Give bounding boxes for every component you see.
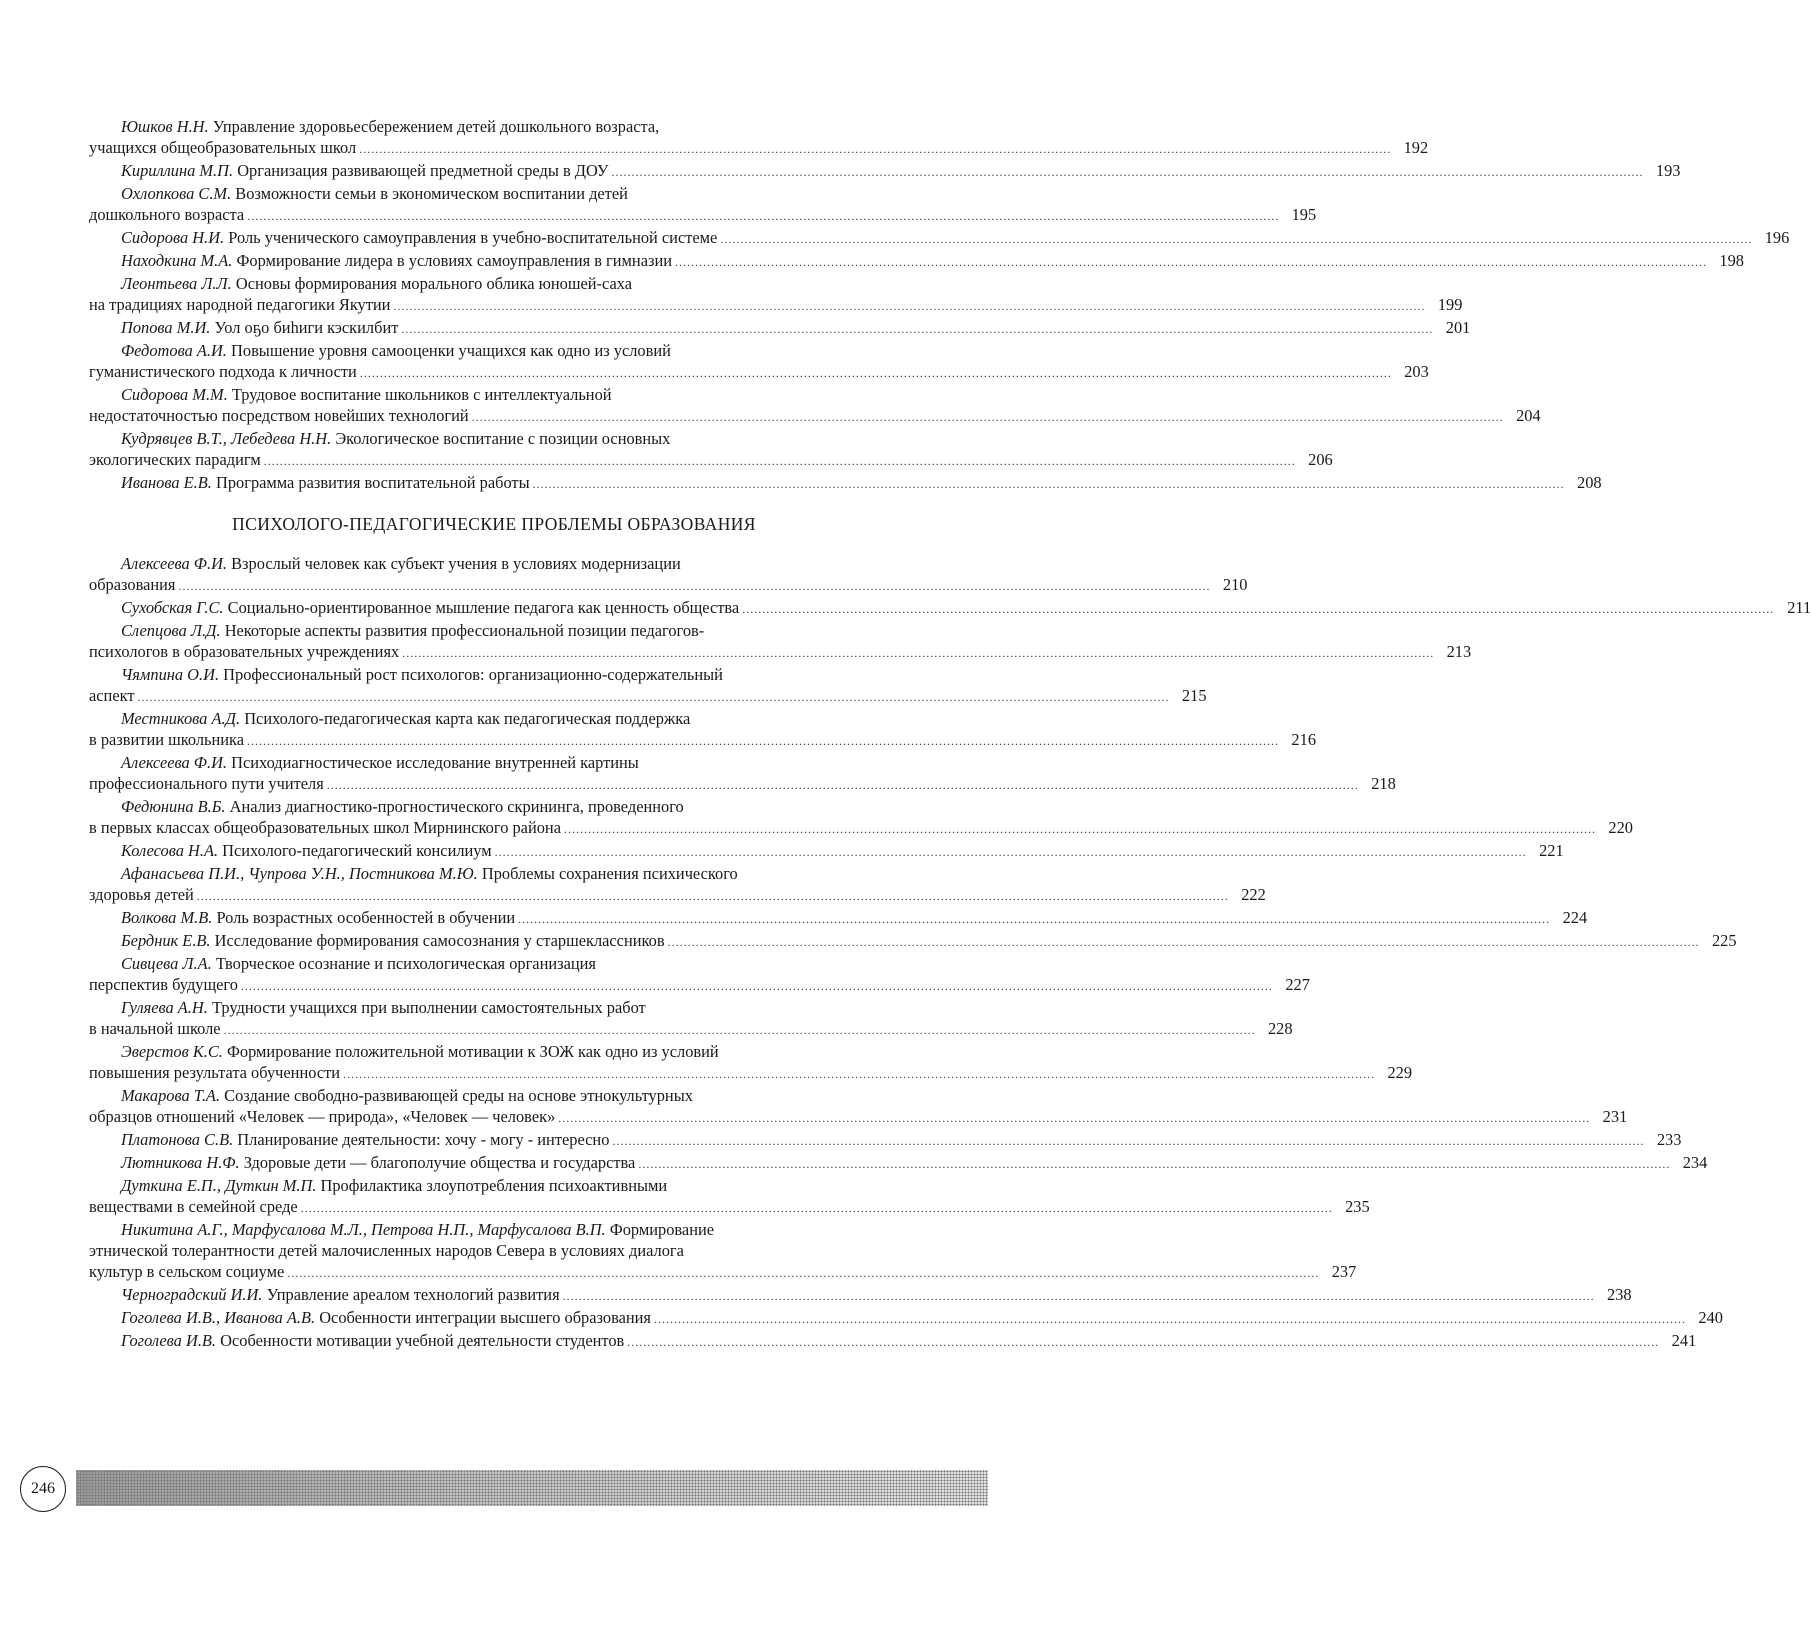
dot-leader [564, 819, 1596, 840]
dot-leader [301, 1198, 1333, 1219]
toc-entry-line [89, 204, 1317, 227]
toc-entry-author: Местникова А.Д. [121, 709, 241, 728]
toc-entry-line [89, 1240, 899, 1261]
toc-entry-line [89, 1307, 1723, 1330]
toc-entry-page: 221 [1539, 841, 1564, 860]
toc-entry-text [121, 1085, 693, 1106]
toc-entry [89, 953, 1310, 997]
toc-entry-title: Социально-ориентированное мышление педагога как ценность общества [227, 598, 740, 617]
toc-entry-title: веществами в семейной среде [89, 1197, 298, 1216]
toc-entry-title: Профессиональный рост психологов: организационно-содержательный [223, 665, 723, 684]
toc-entry [89, 708, 1317, 752]
toc-part-2 [89, 553, 1811, 1353]
toc-entry-page: 215 [1181, 686, 1207, 705]
toc-entry [89, 160, 1681, 183]
dot-leader [401, 319, 1433, 340]
toc-entry-line [89, 428, 899, 449]
toc-entry-title: профессионального пути учителя [89, 774, 324, 793]
toc-entry-text [89, 204, 244, 225]
toc-entry-author: Сивцева Л.А. [121, 954, 212, 973]
toc-entry [89, 796, 1633, 840]
toc-part-1 [89, 116, 1790, 495]
toc-entry-page: 224 [1562, 908, 1588, 927]
toc-entry-title: Формирование положительной мотивации к ЗОЖ как одно из условий [226, 1042, 719, 1061]
dot-leader [287, 1263, 1319, 1284]
toc-entry-page: 208 [1577, 473, 1602, 492]
toc-entry-page: 240 [1698, 1308, 1723, 1327]
toc-entry-text [121, 997, 646, 1018]
toc-entry-line [89, 1062, 1413, 1085]
toc-entry-text [89, 405, 469, 426]
dot-leader [675, 252, 1707, 273]
dot-leader [611, 162, 1643, 183]
toc-entry [89, 863, 1266, 907]
toc-entry-title: Повышение уровня самооценки учащихся как одно из условий [231, 341, 671, 360]
toc-entry-line [89, 227, 1790, 250]
dot-leader [518, 909, 1550, 930]
toc-entry-page: 220 [1608, 818, 1633, 837]
dot-leader [241, 976, 1273, 997]
toc-entry-text [121, 1175, 667, 1196]
toc-entry-text [121, 317, 398, 338]
toc-entry [89, 1175, 1370, 1219]
toc-entry-author: Юшков Н.Н. [121, 117, 209, 136]
toc-entry-title: в начальной школе [89, 1019, 221, 1038]
toc-entry-title: Особенности мотивации учебной деятельности студентов [220, 1331, 625, 1350]
toc-entry-line [89, 1129, 1682, 1152]
toc-entry-page: 227 [1285, 975, 1310, 994]
toc-entry-page: 201 [1445, 318, 1471, 337]
toc-entry-text [89, 574, 175, 595]
toc-entry-line [89, 840, 1564, 863]
dot-leader [224, 1020, 1256, 1041]
toc-entry-title: Здоровые дети — благополучие общества и государства [243, 1153, 636, 1172]
toc-entry-line [89, 1219, 899, 1240]
toc-entry-author: Лютникова Н.Ф. [121, 1153, 240, 1172]
toc-entry-page: 228 [1267, 1019, 1293, 1038]
toc-entry-text [121, 708, 690, 729]
toc-entry-title: Организация развивающей предметной среды в ДОУ [237, 161, 609, 180]
toc-entry-title: Трудности учащихся при выполнении самостоятельных работ [211, 998, 646, 1017]
toc-entry-text [89, 1106, 555, 1127]
toc-entry-text [89, 641, 399, 662]
toc-entry-author: Гоголева И.В. [121, 1331, 217, 1350]
toc-entry-line [89, 472, 1602, 495]
toc-entry-author: Иванова Е.В. [121, 473, 212, 492]
toc-entry-line [89, 708, 899, 729]
table-of-contents [89, 116, 1811, 1353]
toc-entry-text [121, 664, 723, 685]
toc-entry-title: Создание свободно-развивающей среды на основе этнокультурных [224, 1086, 693, 1105]
toc-entry-line [89, 953, 899, 974]
toc-entry [89, 183, 1317, 227]
toc-entry-page: 196 [1764, 228, 1790, 247]
toc-entry [89, 840, 1564, 863]
toc-entry-page: 210 [1222, 575, 1248, 594]
toc-entry-author: Леонтьева Л.Л. [121, 274, 232, 293]
toc-entry-title: Возможности семьи в экономическом воспитании детей [235, 184, 628, 203]
toc-entry-title: учащихся общеобразовательных школ [89, 138, 357, 157]
toc-entry-line [89, 1261, 1357, 1284]
toc-entry [89, 597, 1811, 620]
toc-entry-title: Управление здоровьесбережением детей дошкольного возраста, [212, 117, 660, 136]
toc-entry-text [121, 840, 492, 861]
toc-entry-title: Роль ученического самоуправления в учебно-воспитательной системе [228, 228, 718, 247]
toc-entry-page: 199 [1437, 295, 1463, 314]
toc-entry-page: 222 [1241, 885, 1266, 904]
toc-entry-line [89, 116, 899, 137]
toc-entry-page: 195 [1291, 205, 1317, 224]
toc-entry-line [89, 137, 1429, 160]
toc-entry-author: Колесова Н.А. [121, 841, 219, 860]
dot-leader [360, 363, 1392, 384]
toc-entry-line [89, 1175, 899, 1196]
page-number: 246 [20, 1466, 66, 1512]
dot-leader [638, 1154, 1670, 1175]
dot-leader [359, 139, 1391, 160]
toc-entry-line [89, 997, 899, 1018]
toc-entry-line [89, 817, 1633, 840]
toc-entry-title: Трудовое воспитание школьников с интеллектуальной [231, 385, 612, 404]
toc-entry-author: Попова М.И. [121, 318, 211, 337]
toc-entry-line [89, 250, 1744, 273]
toc-entry-text [121, 796, 684, 817]
toc-entry-text [121, 1041, 719, 1062]
toc-entry-page: 204 [1516, 406, 1541, 425]
toc-entry-page: 216 [1291, 730, 1317, 749]
toc-entry-page: 237 [1331, 1262, 1357, 1281]
toc-entry-title: Планирование деятельности: хочу - могу - интересно [237, 1130, 610, 1149]
toc-entry-author: Макарова Т.А. [121, 1086, 221, 1105]
toc-entry [89, 428, 1333, 472]
toc-entry-text [121, 1330, 624, 1351]
dot-leader [343, 1064, 1375, 1085]
toc-entry-line [89, 752, 899, 773]
dot-leader [178, 576, 1210, 597]
toc-entry-text [121, 1219, 714, 1240]
toc-entry-text [89, 1261, 284, 1282]
toc-entry [89, 620, 1472, 664]
toc-entry [89, 340, 1429, 384]
toc-entry-title: Профилактика злоупотребления психоактивными [320, 1176, 668, 1195]
toc-entry-line [89, 574, 1248, 597]
toc-entry-author: Алексеева Ф.И. [121, 753, 228, 772]
toc-entry-author: Кудрявцев В.Т., Лебедева Н.Н. [121, 429, 332, 448]
toc-entry-title: Психолого-педагогическая карта как педагогическая поддержка [244, 709, 691, 728]
toc-entry [89, 1085, 1628, 1129]
toc-entry-author: Афанасьева П.И., Чупрова У.Н., Постникова М.Ю. [121, 864, 478, 883]
toc-entry-line [89, 340, 899, 361]
toc-entry-title: гуманистического подхода к личности [89, 362, 357, 381]
dot-leader [402, 643, 1434, 664]
toc-entry-author: Алексеева Ф.И. [121, 554, 228, 573]
toc-entry [89, 752, 1396, 796]
toc-entry-text [121, 953, 596, 974]
toc-entry-line [89, 773, 1396, 796]
toc-entry [89, 1284, 1632, 1307]
toc-entry-title: экологических парадигм [89, 450, 261, 469]
toc-entry-author: Чямпина О.И. [121, 665, 220, 684]
dot-leader [627, 1332, 1659, 1353]
toc-entry-title: перспектив будущего [89, 975, 238, 994]
toc-entry [89, 907, 1588, 930]
toc-entry-line [89, 1085, 899, 1106]
toc-entry-line [89, 361, 1429, 384]
toc-entry-title: Роль возрастных особенностей в обучении [216, 908, 516, 927]
toc-entry-title: Программа развития воспитательной работы [216, 473, 530, 492]
dot-leader [472, 407, 1504, 428]
toc-entry-line [89, 405, 1541, 428]
toc-entry-title: Психодиагностическое исследование внутренней картины [231, 753, 639, 772]
toc-entry-line [89, 907, 1588, 930]
toc-entry-title: образцов отношений «Человек — природа», «Человек — человек» [89, 1107, 556, 1126]
toc-entry-line [89, 317, 1471, 340]
toc-entry-text [121, 863, 738, 884]
toc-entry-text [121, 620, 704, 641]
toc-entry-text [121, 116, 659, 137]
toc-entry-line [89, 930, 1737, 953]
toc-entry-page: 235 [1345, 1197, 1370, 1216]
toc-entry-line [89, 796, 899, 817]
toc-entry-author: Слепцова Л.Д. [121, 621, 221, 640]
toc-entry-author: Платонова С.В. [121, 1130, 234, 1149]
toc-entry-author: Гуляева А.Н. [121, 998, 208, 1017]
toc-entry-author: Находкина М.А. [121, 251, 233, 270]
toc-entry [89, 553, 1248, 597]
toc-entry-title: на традициях народной педагогики Якутии [89, 295, 391, 314]
toc-entry-text [121, 907, 515, 928]
toc-entry-title: Управление ареалом технологий развития [266, 1285, 560, 1304]
toc-entry-page: 231 [1602, 1107, 1628, 1126]
toc-entry-author: Федотова А.И. [121, 341, 227, 360]
toc-entry-title: культур в сельском социуме [89, 1262, 285, 1281]
toc-entry-page: 203 [1404, 362, 1429, 381]
toc-entry-page: 225 [1711, 931, 1737, 950]
toc-entry [89, 472, 1602, 495]
toc-entry-page: 192 [1403, 138, 1429, 157]
toc-entry-title: образования [89, 575, 176, 594]
toc-entry-line [89, 863, 899, 884]
toc-entry [89, 116, 1429, 160]
dot-leader [612, 1131, 1644, 1152]
toc-entry-page: 211 [1787, 598, 1811, 617]
toc-entry-title: в развитии школьника [89, 730, 245, 749]
dot-leader [558, 1108, 1590, 1129]
dot-leader [327, 775, 1359, 796]
toc-entry-text [121, 1152, 635, 1173]
toc-entry-title: Экологическое воспитание с позиции основных [335, 429, 671, 448]
toc-entry-title: Взрослый человек как субъект учения в условиях модернизации [231, 554, 681, 573]
toc-entry-author: Волкова М.В. [121, 908, 213, 927]
toc-entry-text [121, 930, 665, 951]
dot-leader [495, 842, 1527, 863]
toc-entry-text [121, 428, 670, 449]
toc-entry-page: 218 [1371, 774, 1396, 793]
toc-entry-line [89, 384, 899, 405]
toc-entry-page: 193 [1655, 161, 1681, 180]
toc-entry-text [121, 597, 739, 618]
toc-entry [89, 273, 1463, 317]
toc-entry-title: Формирование лидера в условиях самоуправления в гимназии [236, 251, 672, 270]
toc-entry-text [89, 449, 261, 470]
toc-entry [89, 1307, 1723, 1330]
toc-entry-text [89, 1062, 340, 1083]
toc-entry-line [89, 1041, 899, 1062]
toc-entry-text [121, 1284, 560, 1305]
toc-entry-title: здоровья детей [89, 885, 194, 904]
toc-entry-title: Уол оҕо биһиги кэскилбит [214, 318, 399, 337]
toc-entry-page: 198 [1719, 251, 1744, 270]
toc-entry-line [89, 1330, 1697, 1353]
dot-leader [742, 599, 1774, 620]
toc-entry-text [121, 1307, 651, 1328]
toc-entry-line [89, 974, 1310, 997]
toc-entry-title: этнической толерантности детей малочисленных народов Севера в условиях диалога [89, 1241, 684, 1260]
toc-entry-text [121, 160, 608, 181]
toc-entry-author: Эверстов К.С. [121, 1042, 223, 1061]
toc-entry-text [121, 227, 717, 248]
toc-entry-line [89, 884, 1266, 907]
toc-entry-line [89, 294, 1463, 317]
toc-entry-author: Черноградский И.И. [121, 1285, 263, 1304]
toc-entry-author: Федюнина В.Б. [121, 797, 226, 816]
toc-entry-text [89, 1018, 221, 1039]
toc-entry-author: Никитина А.Г., Марфусалова М.Л., Петрова Н.П., Марфусалова В.П. [121, 1220, 606, 1239]
toc-entry-line [89, 664, 899, 685]
toc-entry-title: в первых классах общеобразовательных школ Мирнинского района [89, 818, 561, 837]
toc-entry [89, 1041, 1413, 1085]
toc-entry-text [89, 137, 356, 158]
toc-entry-author: Сухобская Г.С. [121, 598, 224, 617]
toc-entry-line [89, 620, 899, 641]
toc-entry-line [89, 1106, 1628, 1129]
toc-entry [89, 1219, 1357, 1284]
toc-entry-title: Творческое осознание и психологическая организация [215, 954, 596, 973]
toc-entry-page: 233 [1656, 1130, 1682, 1149]
toc-entry-text [89, 685, 135, 706]
toc-entry-text [121, 553, 681, 574]
dot-leader [668, 932, 1700, 953]
toc-entry-text [89, 1196, 298, 1217]
toc-entry [89, 997, 1293, 1041]
toc-entry-page: 229 [1387, 1063, 1413, 1082]
toc-entry-text [121, 1129, 609, 1150]
toc-entry [89, 1152, 1708, 1175]
toc-entry-line [89, 273, 899, 294]
dot-leader [720, 229, 1752, 250]
dot-leader [264, 451, 1296, 472]
dot-leader [563, 1286, 1595, 1307]
toc-entry-page: 241 [1671, 1331, 1697, 1350]
toc-entry-text [89, 294, 390, 315]
toc-entry-line [89, 1196, 1370, 1219]
toc-entry [89, 250, 1744, 273]
toc-entry-title: Проблемы сохранения психического [481, 864, 738, 883]
toc-entry-page: 234 [1682, 1153, 1708, 1172]
toc-entry-line [89, 183, 899, 204]
toc-entry-text [121, 752, 639, 773]
toc-entry [89, 1129, 1682, 1152]
toc-entry-title: Психолого-педагогический консилиум [222, 841, 492, 860]
toc-entry-text [89, 361, 357, 382]
toc-entry-author: Сидорова Н.И. [121, 228, 225, 247]
toc-entry-text [89, 974, 238, 995]
toc-entry-text [89, 729, 244, 750]
toc-entry-line [89, 641, 1472, 664]
section-title: ПСИХОЛОГО-ПЕДАГОГИЧЕСКИЕ ПРОБЛЕМЫ ОБРАЗОВАНИЯ [232, 514, 756, 534]
toc-entry-page: 213 [1446, 642, 1472, 661]
toc-entry-text [121, 472, 530, 493]
toc-entry-line [89, 597, 1811, 620]
dot-leader [393, 296, 1425, 317]
toc-entry-text [121, 384, 612, 405]
toc-entry [89, 930, 1737, 953]
decorative-footer-bar [76, 1470, 988, 1506]
toc-entry-author: Сидорова М.М. [121, 385, 228, 404]
dot-leader [247, 731, 1279, 752]
toc-entry [89, 384, 1541, 428]
toc-entry [89, 1330, 1697, 1353]
toc-entry-author: Дуткина Е.П., Дуткин М.П. [121, 1176, 317, 1195]
toc-entry [89, 227, 1790, 250]
dot-leader [654, 1309, 1686, 1330]
toc-entry-author: Гоголева И.В., Иванова А.В. [121, 1308, 316, 1327]
toc-entry-title: недостаточностью посредством новейших технологий [89, 406, 469, 425]
toc-entry-title: Особенности интеграции высшего образования [319, 1308, 651, 1327]
toc-entry-text [121, 183, 628, 204]
toc-entry-title: аспект [89, 686, 135, 705]
toc-entry-line [89, 553, 899, 574]
page-footer [20, 1466, 1010, 1514]
toc-entry-line [89, 685, 1207, 708]
toc-entry-title: дошкольного возраста [89, 205, 245, 224]
dot-leader [247, 206, 1279, 227]
toc-entry-line [89, 729, 1317, 752]
toc-entry-page: 238 [1607, 1285, 1632, 1304]
toc-entry-title: Формирование [609, 1220, 715, 1239]
toc-entry-text [89, 817, 561, 838]
toc-entry-text [89, 1240, 684, 1261]
toc-entry-title: Некоторые аспекты развития профессиональной позиции педагогов- [224, 621, 705, 640]
toc-entry-title: психологов в образовательных учреждениях [89, 642, 400, 661]
toc-entry-title: Исследование формирования самосознания у старшеклассников [214, 931, 665, 950]
toc-entry-title: Анализ диагностико-прогностического скрининга, проведенного [229, 797, 684, 816]
toc-entry-text [121, 250, 672, 271]
toc-entry-line [89, 1152, 1708, 1175]
toc-entry [89, 317, 1471, 340]
toc-entry-line [89, 1284, 1632, 1307]
toc-entry-line [89, 1018, 1293, 1041]
toc-entry-author: Кириллина М.П. [121, 161, 234, 180]
toc-entry-line [89, 160, 1681, 183]
toc-entry-text [121, 340, 671, 361]
toc-entry-text [121, 273, 632, 294]
toc-entry-text [89, 773, 324, 794]
toc-entry-line [89, 449, 1333, 472]
toc-entry [89, 664, 1207, 708]
toc-entry-author: Бердник Е.В. [121, 931, 211, 950]
dot-leader [138, 687, 1170, 708]
toc-entry-author: Охлопкова С.М. [121, 184, 232, 203]
dot-leader [197, 886, 1229, 907]
toc-entry-title: повышения результата обученности [89, 1063, 341, 1082]
toc-entry-page: 206 [1308, 450, 1333, 469]
toc-entry-title: Основы формирования морального облика юношей-саха [235, 274, 632, 293]
dot-leader [533, 474, 1565, 495]
toc-entry-text [89, 884, 194, 905]
